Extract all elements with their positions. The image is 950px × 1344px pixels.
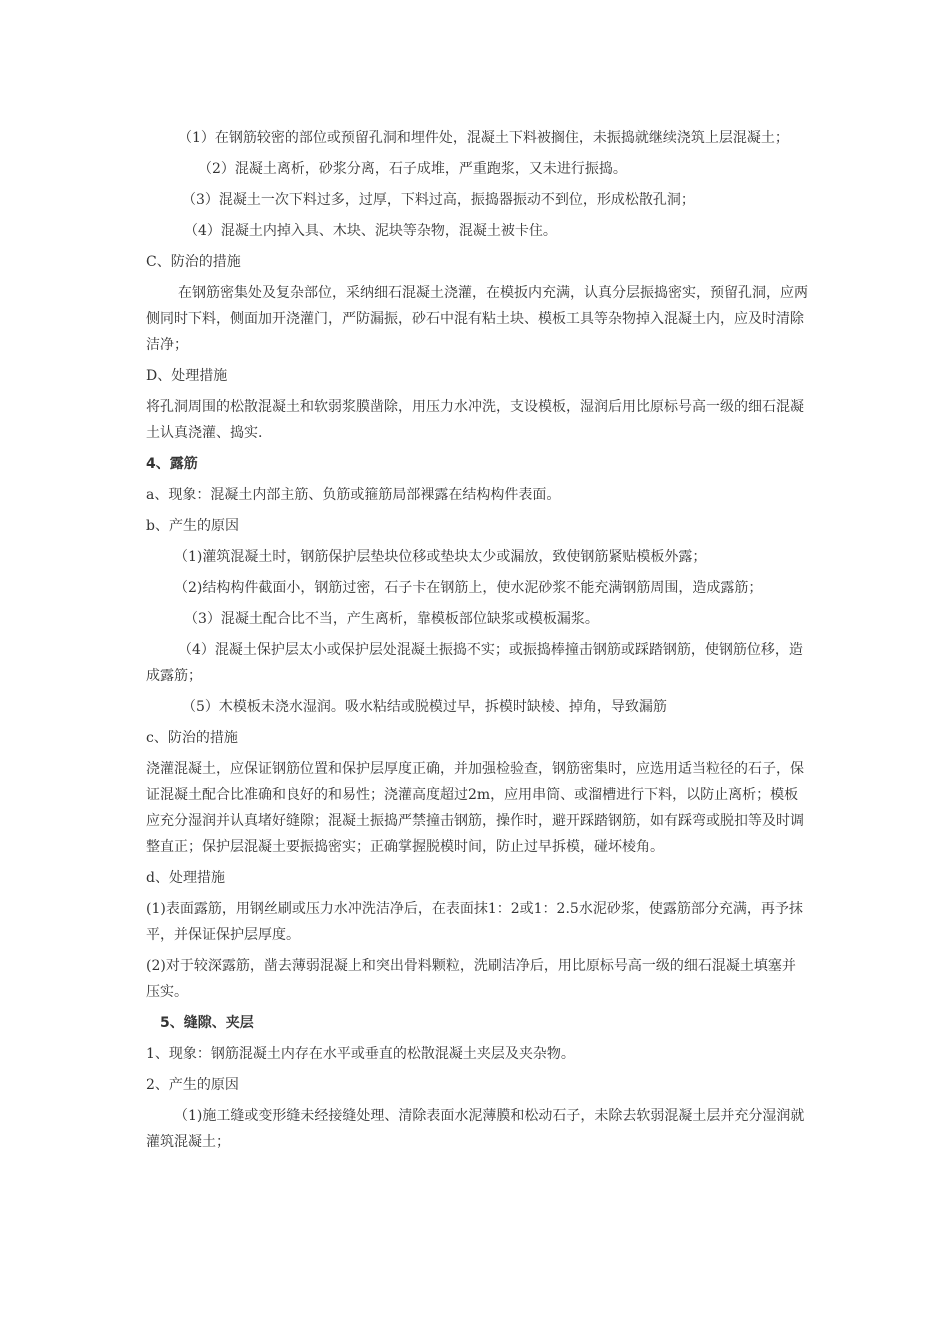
paragraph: （1）在钢筋较密的部位或预留孔洞和埋件处，混凝土下料被搁住，未振捣就继续浇筑上层混凝土； — [178, 130, 789, 146]
paragraph: C、防治的措施 — [146, 254, 241, 270]
paragraph: 浇灌混凝土，应保证钢筋位置和保护层厚度正确，并加强检验查，钢筋密集时，应选用适当粒径的石子，保证混凝土配合比准确和良好的和易性；浇灌高度超过2m，应用串筒、或溜槽进行下料，以防止离析；模板应充分湿润并认真堵好缝隙；混凝土振捣严禁撞击钢筋，操作时，避开踩踏钢筋，如有踩弯或脱扣等及时调整直正；保护层混凝土要振捣密实；正确掌握脱模时间，防止过早拆模，碰坏棱角。 — [146, 761, 804, 855]
paragraph: （4）混凝土保护层太小或保护层处混凝土振捣不实；或振捣棒撞击钢筋或踩踏钢筋，使钢筋位移，造成露筋； — [146, 642, 803, 684]
section-heading: 4、露筋 — [146, 456, 198, 472]
paragraph: （1)灌筑混凝土时，钢筋保护层垫块位移或垫块太少或漏放，致使钢筋紧贴模板外露； — [174, 549, 707, 565]
paragraph: （2)结构构件截面小，钢筋过密，石子卡在钢筋上，使水泥砂浆不能充满钢筋周围，造成露筋； — [174, 580, 763, 596]
paragraph: 2、产生的原因 — [146, 1077, 239, 1093]
paragraph: （5）木模板未浇水湿润。吸水粘结或脱模过早，拆模时缺棱、掉角，导致漏筋 — [182, 699, 667, 715]
paragraph: c、防治的措施 — [146, 730, 238, 746]
paragraph: a、现象：混凝土内部主筋、负筋或箍筋局部裸露在结构构件表面。 — [146, 487, 561, 503]
document-body — [146, 125, 808, 1160]
paragraph: （3）混凝土一次下料过多，过厚，下料过高，振捣器振动不到位，形成松散孔洞； — [182, 192, 695, 208]
paragraph: (1)表面露筋，用钢丝刷或压力水冲洗洁净后，在表面抹1：2或1：2.5水泥砂浆，使露筋部分充满，再予抹平，并保证保护层厚度。 — [146, 901, 803, 943]
section-heading: 5、缝隙、夹层 — [160, 1015, 254, 1031]
paragraph: D、处理措施 — [146, 368, 228, 384]
paragraph: 将孔洞周围的松散混凝土和软弱浆膜凿除，用压力水冲洗，支设模板，湿润后用比原标号高一级的细石混凝土认真浇灌、捣实. — [146, 399, 804, 441]
paragraph: d、处理措施 — [146, 870, 225, 886]
paragraph: b、产生的原因 — [146, 518, 239, 534]
paragraph: （4）混凝土内掉入具、木块、泥块等杂物，混凝土被卡住。 — [184, 223, 557, 239]
paragraph: 1、现象：钢筋混凝土内存在水平或垂直的松散混凝土夹层及夹杂物。 — [146, 1046, 575, 1062]
paragraph: （3）混凝土配合比不当，产生离析，靠模板部位缺浆或模板漏浆。 — [184, 611, 599, 627]
paragraph: (2)对于较深露筋，凿去薄弱混凝上和突出骨料颗粒，洗刷洁净后，用比原标号高一级的细石混凝土填塞并压实。 — [146, 958, 796, 1000]
paragraph: （1)施工缝或变形缝未经接缝处理、清除表面水泥薄膜和松动石子，未除去软弱混凝土层并充分湿润就灌筑混凝土； — [146, 1108, 805, 1150]
paragraph: 在钢筋密集处及复杂部位，采纳细石混凝土浇灌，在模扳内充满，认真分层振捣密实，预留孔洞，应两侧同时下料，侧面加开浇灌门，严防漏振，砂石中混有粘土块、模板工具等杂物掉入混凝土内，应及时清除洁净； — [146, 285, 808, 353]
paragraph: （2）混凝土离析，砂浆分离，石子成堆，严重跑浆，又未进行振捣。 — [198, 161, 627, 177]
